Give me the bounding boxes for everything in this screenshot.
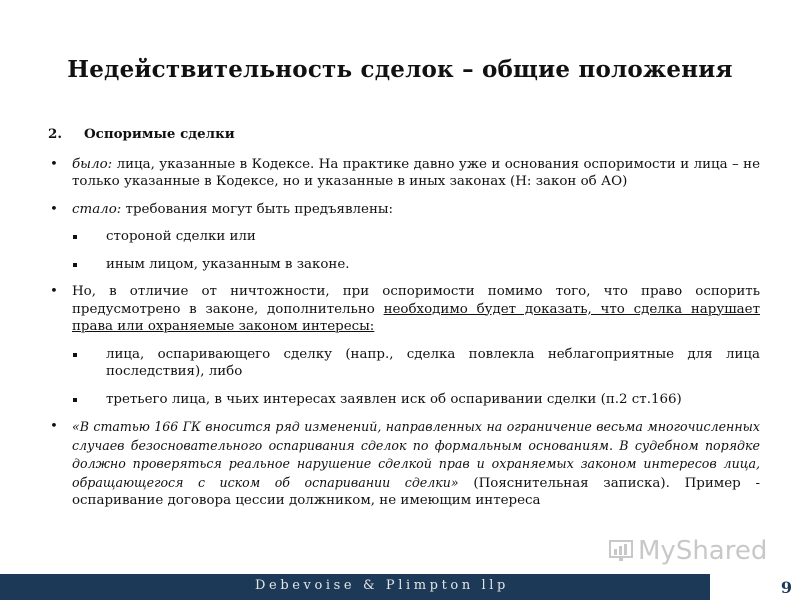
bullet-dot: • — [50, 419, 58, 434]
firm-name: Debevoise & Plimpton llp — [255, 578, 509, 593]
bullet-was-text: лица, указанные в Кодексе. На практике давно уже и основания оспоримости и лица – не только указанные в Кодексе, но и указанные в иных законах (Н: закон об АО) — [72, 156, 760, 189]
bullet-became — [48, 201, 760, 219]
square-bullet — [73, 353, 77, 357]
square-bullet — [73, 398, 77, 402]
bullet-quote-tail: (Пояснительная записка). Пример - оспаривание договора цессии должником, не имеющим интереса — [72, 475, 760, 508]
bullet-however — [48, 283, 760, 336]
slide-title: Недействительность сделок – общие положения — [67, 56, 733, 83]
bullet-became-text: требования могут быть предъявлены: — [121, 201, 394, 217]
square-bullet — [73, 263, 77, 267]
bullet-however-underlined: необходимо будет доказать, что сделка нарушает права или охраняемые законом интересы: — [72, 301, 760, 334]
bullet-quote-text: «В статью 166 ГК вносится ряд изменений, направленных на ограничение весьма многочисленных случаев безосновательного оспаривания сделок по формальным основаниям. В судебном порядке должно проверяться реальное нарушение сделкой прав и охраняемых законом интересов лица, обращающегося с иском об оспаривании сделки» — [72, 419, 760, 490]
sub-bullet-challenger — [48, 346, 760, 381]
bullet-was — [48, 156, 760, 191]
bullet-became-label: стало: — [72, 201, 122, 217]
chart-icon — [608, 538, 634, 564]
section-title: Оспоримые сделки — [84, 126, 235, 142]
bullet-dot: • — [50, 201, 58, 217]
bullet-dot: • — [50, 156, 58, 172]
section-heading — [48, 126, 760, 144]
square-bullet — [73, 235, 77, 239]
sub-bullet-text: лица, оспаривающего сделку (напр., сделка повлекла неблагоприятные для лица последствия), либо — [106, 346, 760, 379]
section-number: 2. — [48, 126, 62, 142]
bullet-was-label: было: — [72, 156, 113, 172]
sub-bullet-party — [48, 228, 760, 246]
page-number-box — [710, 574, 800, 600]
footer-bar — [0, 574, 800, 600]
bullet-dot: • — [50, 284, 58, 299]
sub-bullet-text: стороной сделки или — [106, 229, 256, 244]
watermark — [608, 536, 767, 566]
sub-bullet-other-person — [48, 256, 760, 274]
bullet-quote — [48, 418, 760, 510]
sub-bullet-text: иным лицом, указанным в законе. — [106, 256, 350, 272]
sub-bullet-text: третьего лица, в чьих интересах заявлен иск об оспаривании сделки (п.2 ст.166) — [106, 391, 682, 407]
watermark-text: MyShared — [638, 536, 768, 566]
slide-content — [48, 126, 760, 520]
page-number: 9 — [780, 577, 792, 597]
sub-bullet-third-party — [48, 391, 760, 409]
bullet-however-text: Но, в отличие от ничтожности, при оспоримости помимо того, что право оспорить предусмотрено в законе, дополнительно — [72, 284, 760, 317]
